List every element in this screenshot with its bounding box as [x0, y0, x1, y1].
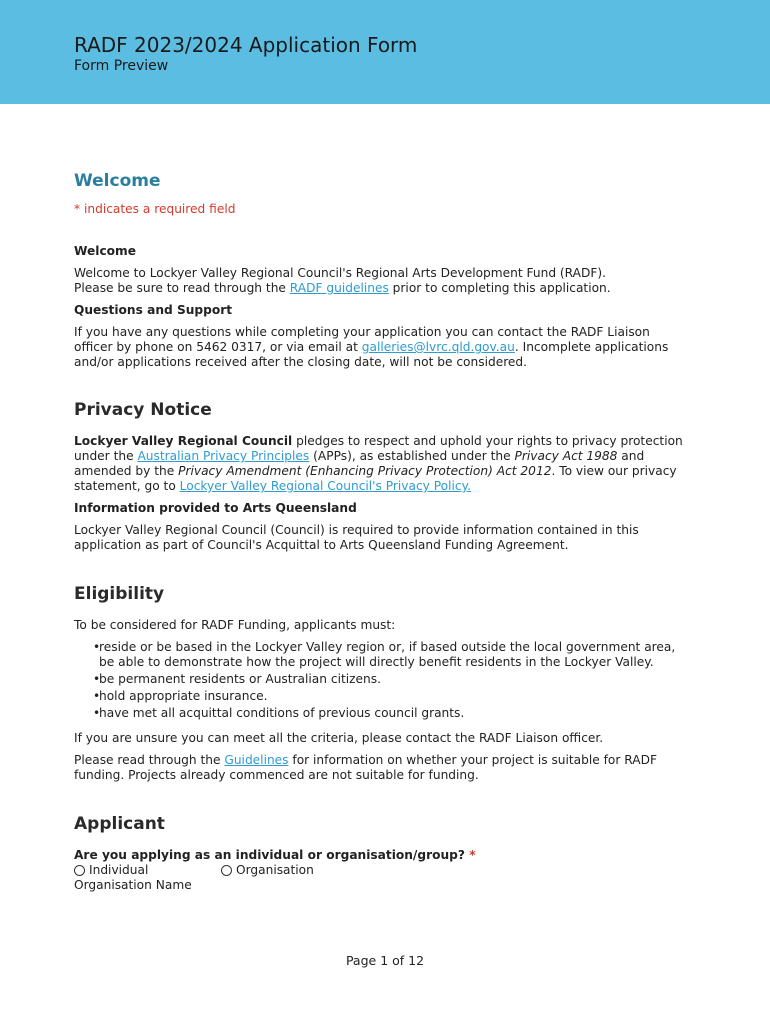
eligibility-unsure-text: If you are unsure you can meet all the criteria, please contact the RADF Liaison officer.: [74, 731, 604, 745]
privacy-policy-link[interactable]: Lockyer Valley Regional Council's Privacy Policy.: [179, 479, 471, 493]
welcome-intro-line1: Welcome to Lockyer Valley Regional Council's Regional Arts Development Fund (RADF).: [74, 266, 607, 280]
questions-text-pre: If you have any questions while completing your application you can contact the RADF Liaison officer by phone on 5462 0317, or via email at: [74, 325, 650, 354]
welcome-section-title: Welcome: [74, 171, 161, 191]
radio-individual-label: Individual: [89, 863, 149, 877]
galleries-email-link[interactable]: galleries@lvrc.qld.gov.au: [361, 340, 515, 354]
eligibility-criterion: • hold appropriate insurance.: [74, 689, 684, 704]
questions-text: [74, 325, 684, 370]
required-marker: *: [469, 848, 476, 862]
radio-circle-icon[interactable]: [221, 865, 232, 876]
form-header: [0, 0, 770, 104]
privacy-org-name: Lockyer Valley Regional Council: [74, 434, 293, 448]
eligibility-read-pre: Please read through the: [74, 753, 225, 767]
page-number: Page 1 of 12: [345, 953, 425, 968]
privacy-text: [74, 434, 684, 494]
welcome-heading: Welcome: [74, 244, 137, 258]
questions-text-post: . Incomplete applications and/or applications received after the closing date, will not be considered.: [74, 340, 669, 369]
eligibility-criterion: • be permanent residents or Australian citizens.: [74, 672, 684, 687]
arts-queensland-heading: Information provided to Arts Queensland: [74, 501, 357, 515]
eligibility-criterion: • have met all acquittal conditions of previous council grants.: [74, 706, 684, 721]
radf-guidelines-link[interactable]: RADF guidelines: [289, 281, 389, 295]
welcome-intro-line2-pre: Please be sure to read through the: [74, 281, 290, 295]
privacy-section-title: Privacy Notice: [74, 400, 212, 420]
form-subtitle: Form Preview: [74, 58, 169, 74]
questions-heading: Questions and Support: [74, 303, 233, 317]
radio-circle-icon[interactable]: [74, 865, 85, 876]
privacy-act-2012: Privacy Amendment (Enhancing Privacy Protection) Act 2012: [178, 464, 552, 478]
applicant-section-title: Applicant: [74, 814, 165, 834]
privacy-text-3: and amended by the: [74, 449, 645, 478]
privacy-text-1: pledges to respect and uphold your rights to privacy protection under the: [74, 434, 683, 463]
required-field-note: * indicates a required field: [74, 202, 236, 216]
eligibility-criteria-list: [74, 640, 684, 721]
privacy-text-4: . To view our privacy statement, go to: [74, 464, 677, 493]
welcome-intro: [74, 266, 684, 296]
organisation-name-label: Organisation Name: [74, 878, 192, 892]
guidelines-link[interactable]: Guidelines: [224, 753, 289, 767]
privacy-act-1988: Privacy Act 1988: [514, 449, 618, 463]
eligibility-criterion: • reside or be based in the Lockyer Valley region or, if based outside the local government area, be able to demonstrate how the project will directly benefit residents in the Lockyer Valley.: [74, 640, 684, 670]
form-title: RADF 2023/2024 Application Form: [74, 33, 418, 57]
welcome-intro-line2-post: prior to completing this application.: [388, 281, 611, 295]
eligibility-lead: To be considered for RADF Funding, applicants must:: [74, 618, 396, 632]
radio-organisation-label: Organisation: [236, 863, 314, 877]
applicant-type-question: [74, 848, 684, 863]
privacy-text-2: (APPs), as established under the: [309, 449, 515, 463]
eligibility-read-post: for information on whether your project is suitable for RADF funding. Projects already commenced are not suitable for funding.: [74, 753, 657, 782]
eligibility-read-guidelines: [74, 753, 684, 783]
privacy-principles-link[interactable]: Australian Privacy Principles: [137, 449, 310, 463]
applicant-type-options: [74, 863, 684, 878]
radio-organisation[interactable]: [221, 863, 314, 878]
eligibility-section-title: Eligibility: [74, 584, 165, 604]
radio-individual[interactable]: [74, 863, 221, 878]
arts-queensland-text: Lockyer Valley Regional Council (Council) is required to provide information contained in this application as part of Council's Acquittal to Arts Queensland Funding Agreement.: [74, 523, 639, 552]
form-content: [74, 170, 684, 893]
applicant-type-question-text: Are you applying as an individual or organisation/group?: [74, 848, 465, 862]
